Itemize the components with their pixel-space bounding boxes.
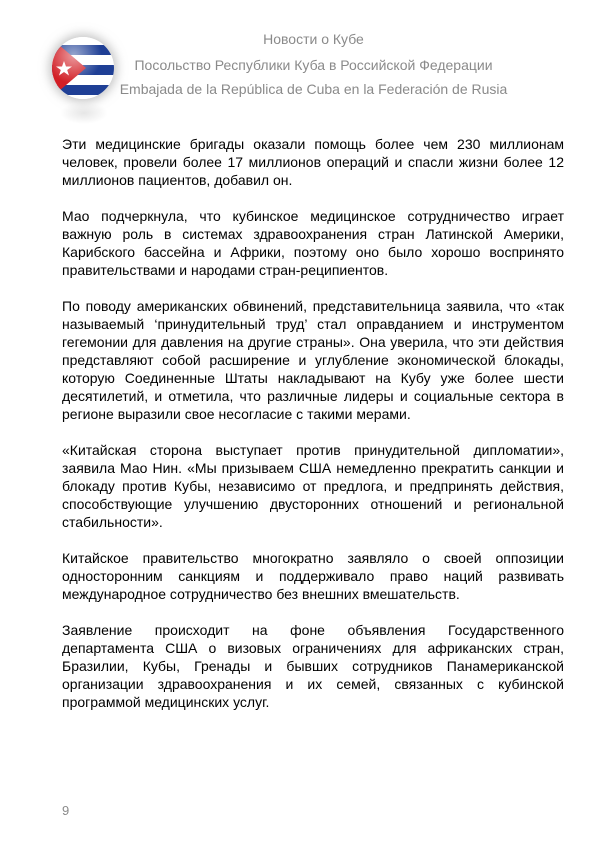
newsletter-title: Новости о Кубе <box>263 31 364 47</box>
paragraph: Мао подчеркнула, что кубинское медицинское сотрудничество играет важную роль в системах здравоохранения стран Латинской Америки, Карибского бассейна и Африки, поэтому оно было хорошо воспринято правительствами и народами стран-реципиентов. <box>62 208 564 278</box>
logo-reflection <box>60 102 108 124</box>
paragraph: Заявление происходит на фоне объявления Государственного департамента США о визовых ограничениях для африканских стран, Бразилии, Кубы, Гренады и бывших сотрудников Панамериканской организации здравоохранения и их семей, связанных с кубинской программой медицинских услуг. <box>62 622 564 710</box>
page-number: 9 <box>62 803 70 818</box>
embassy-name-russian: Посольство Республики Куба в Российской Федерации <box>134 57 493 73</box>
paragraph: По поводу американских обвинений, представительница заявила, что «так называемый ‘принудительный труд’ стал оправданием и инструментом гегемонии для давления на другие страны». Она уверила, что эти действия представляют собой расширение и углубление экономической блокады, которую Соединенные Штаты накладывают на Кубу уже более шести десятилетий, и отметила, что различные лидеры и социальные сектора в регионе выразили свое несогласие с такими мерами. <box>62 298 564 422</box>
paragraph: Китайское правительство многократно заявляло о своей оппозиции односторонним санкциям и поддерживало право наций развивать международное сотрудничество без внешних вмешательств. <box>62 550 564 602</box>
paragraph: «Китайская сторона выступает против принудительной дипломатии», заявила Мао Нин. «Мы призываем США немедленно прекратить санкции и блокаду против Кубы, независимо от предлога, и предпринять действия, способствующие улучшению двусторонних отношений и региональной стабильности». <box>62 442 564 530</box>
article-body <box>62 135 564 729</box>
paragraph: Эти медицинские бригады оказали помощь более чем 230 миллионам человек, провели более 17 миллионов операций и спасли жизни более 12 миллионов пациентов, добавил он. <box>62 136 564 188</box>
embassy-name-spanish: Embajada de la República de Cuba en la Federación de Rusia <box>119 81 508 97</box>
document-header <box>0 0 607 110</box>
